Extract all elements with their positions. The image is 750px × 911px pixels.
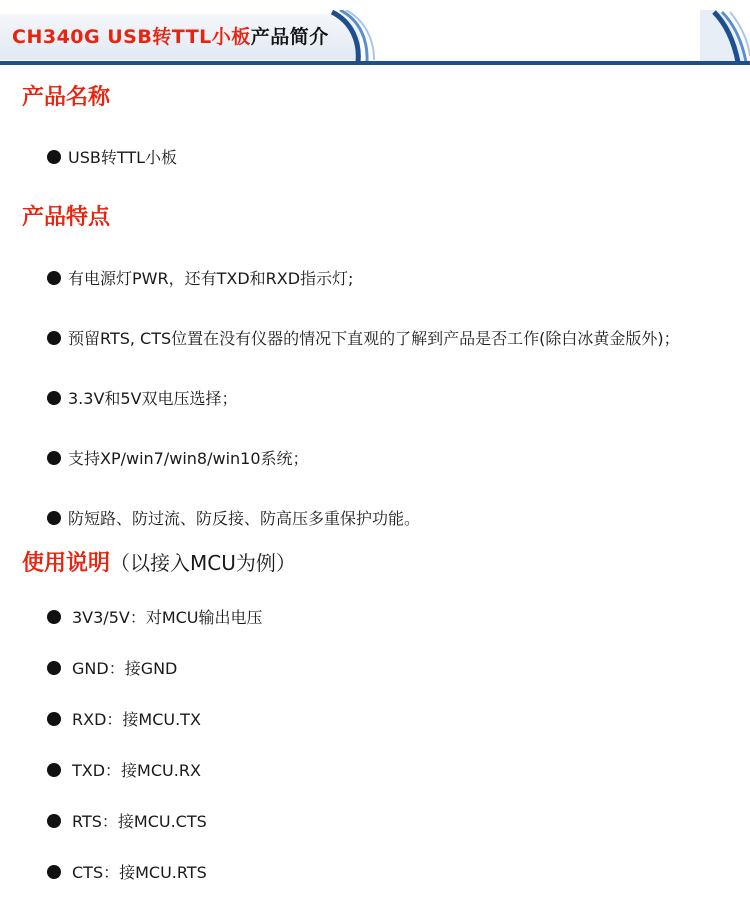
- list-item-text: GND：接GND: [72, 659, 178, 678]
- list-item: [47, 758, 201, 781]
- list-item-text: RTS：接MCU.CTS: [72, 812, 207, 831]
- list-item-text: USB转TTL小板: [68, 148, 178, 167]
- header-banner: [0, 0, 750, 66]
- list-item-text: 有电源灯PWR，还有TXD和RXD指示灯;: [68, 269, 354, 288]
- bullet-icon: [47, 391, 61, 405]
- list-item-text: RXD：接MCU.TX: [72, 710, 201, 729]
- bullet-icon: [47, 271, 61, 285]
- bullet-icon: [47, 865, 61, 879]
- list-item-text: 预留RTS, CTS位置在没有仪器的情况下直观的了解到产品是否工作(除白冰黄金版外)；: [68, 329, 680, 348]
- list-item: [47, 605, 263, 628]
- list-item: [47, 386, 238, 409]
- banner-swoosh-left-icon: [330, 10, 376, 64]
- list-item-text: 3V3/5V：对MCU输出电压: [72, 608, 263, 627]
- bullet-icon: [47, 451, 61, 465]
- bullet-icon: [47, 331, 61, 345]
- list-item: [47, 506, 420, 529]
- page-title-dark: 产品简介: [250, 26, 329, 48]
- list-item: [47, 446, 309, 469]
- list-item-text: TXD：接MCU.RX: [72, 761, 201, 780]
- list-item-text: CTS：接MCU.RTS: [72, 863, 207, 882]
- banner-underline: [0, 61, 750, 65]
- section-heading-features: 产品特点: [22, 205, 111, 230]
- list-item: [47, 656, 177, 679]
- bullet-icon: [47, 712, 61, 726]
- section-heading-usage: [22, 546, 296, 577]
- list-item: [47, 145, 177, 168]
- list-item: [47, 326, 680, 349]
- list-item-text: 3.3V和5V双电压选择；: [68, 389, 238, 408]
- bullet-icon: [47, 763, 61, 777]
- bullet-icon: [47, 610, 61, 624]
- section-heading-name: 产品名称: [22, 85, 111, 110]
- page-title-red: CH340G USB转TTL小板: [12, 26, 251, 48]
- list-item: [47, 809, 207, 832]
- bullet-icon: [47, 150, 61, 164]
- section-heading-usage-note: （以接入MCU为例）: [110, 551, 296, 575]
- section-heading-usage-text: 使用说明: [22, 551, 111, 576]
- bullet-icon: [47, 661, 61, 675]
- list-item-text: 防短路、防过流、防反接、防高压多重保护功能。: [68, 509, 421, 528]
- list-item: [47, 707, 201, 730]
- list-item: [47, 860, 207, 883]
- bullet-icon: [47, 511, 61, 525]
- page-title: [12, 22, 329, 49]
- list-item: [47, 266, 353, 289]
- bullet-icon: [47, 814, 61, 828]
- banner-swoosh-right-icon: [700, 10, 750, 64]
- list-item-text: 支持XP/win7/win8/win10系统；: [68, 449, 309, 468]
